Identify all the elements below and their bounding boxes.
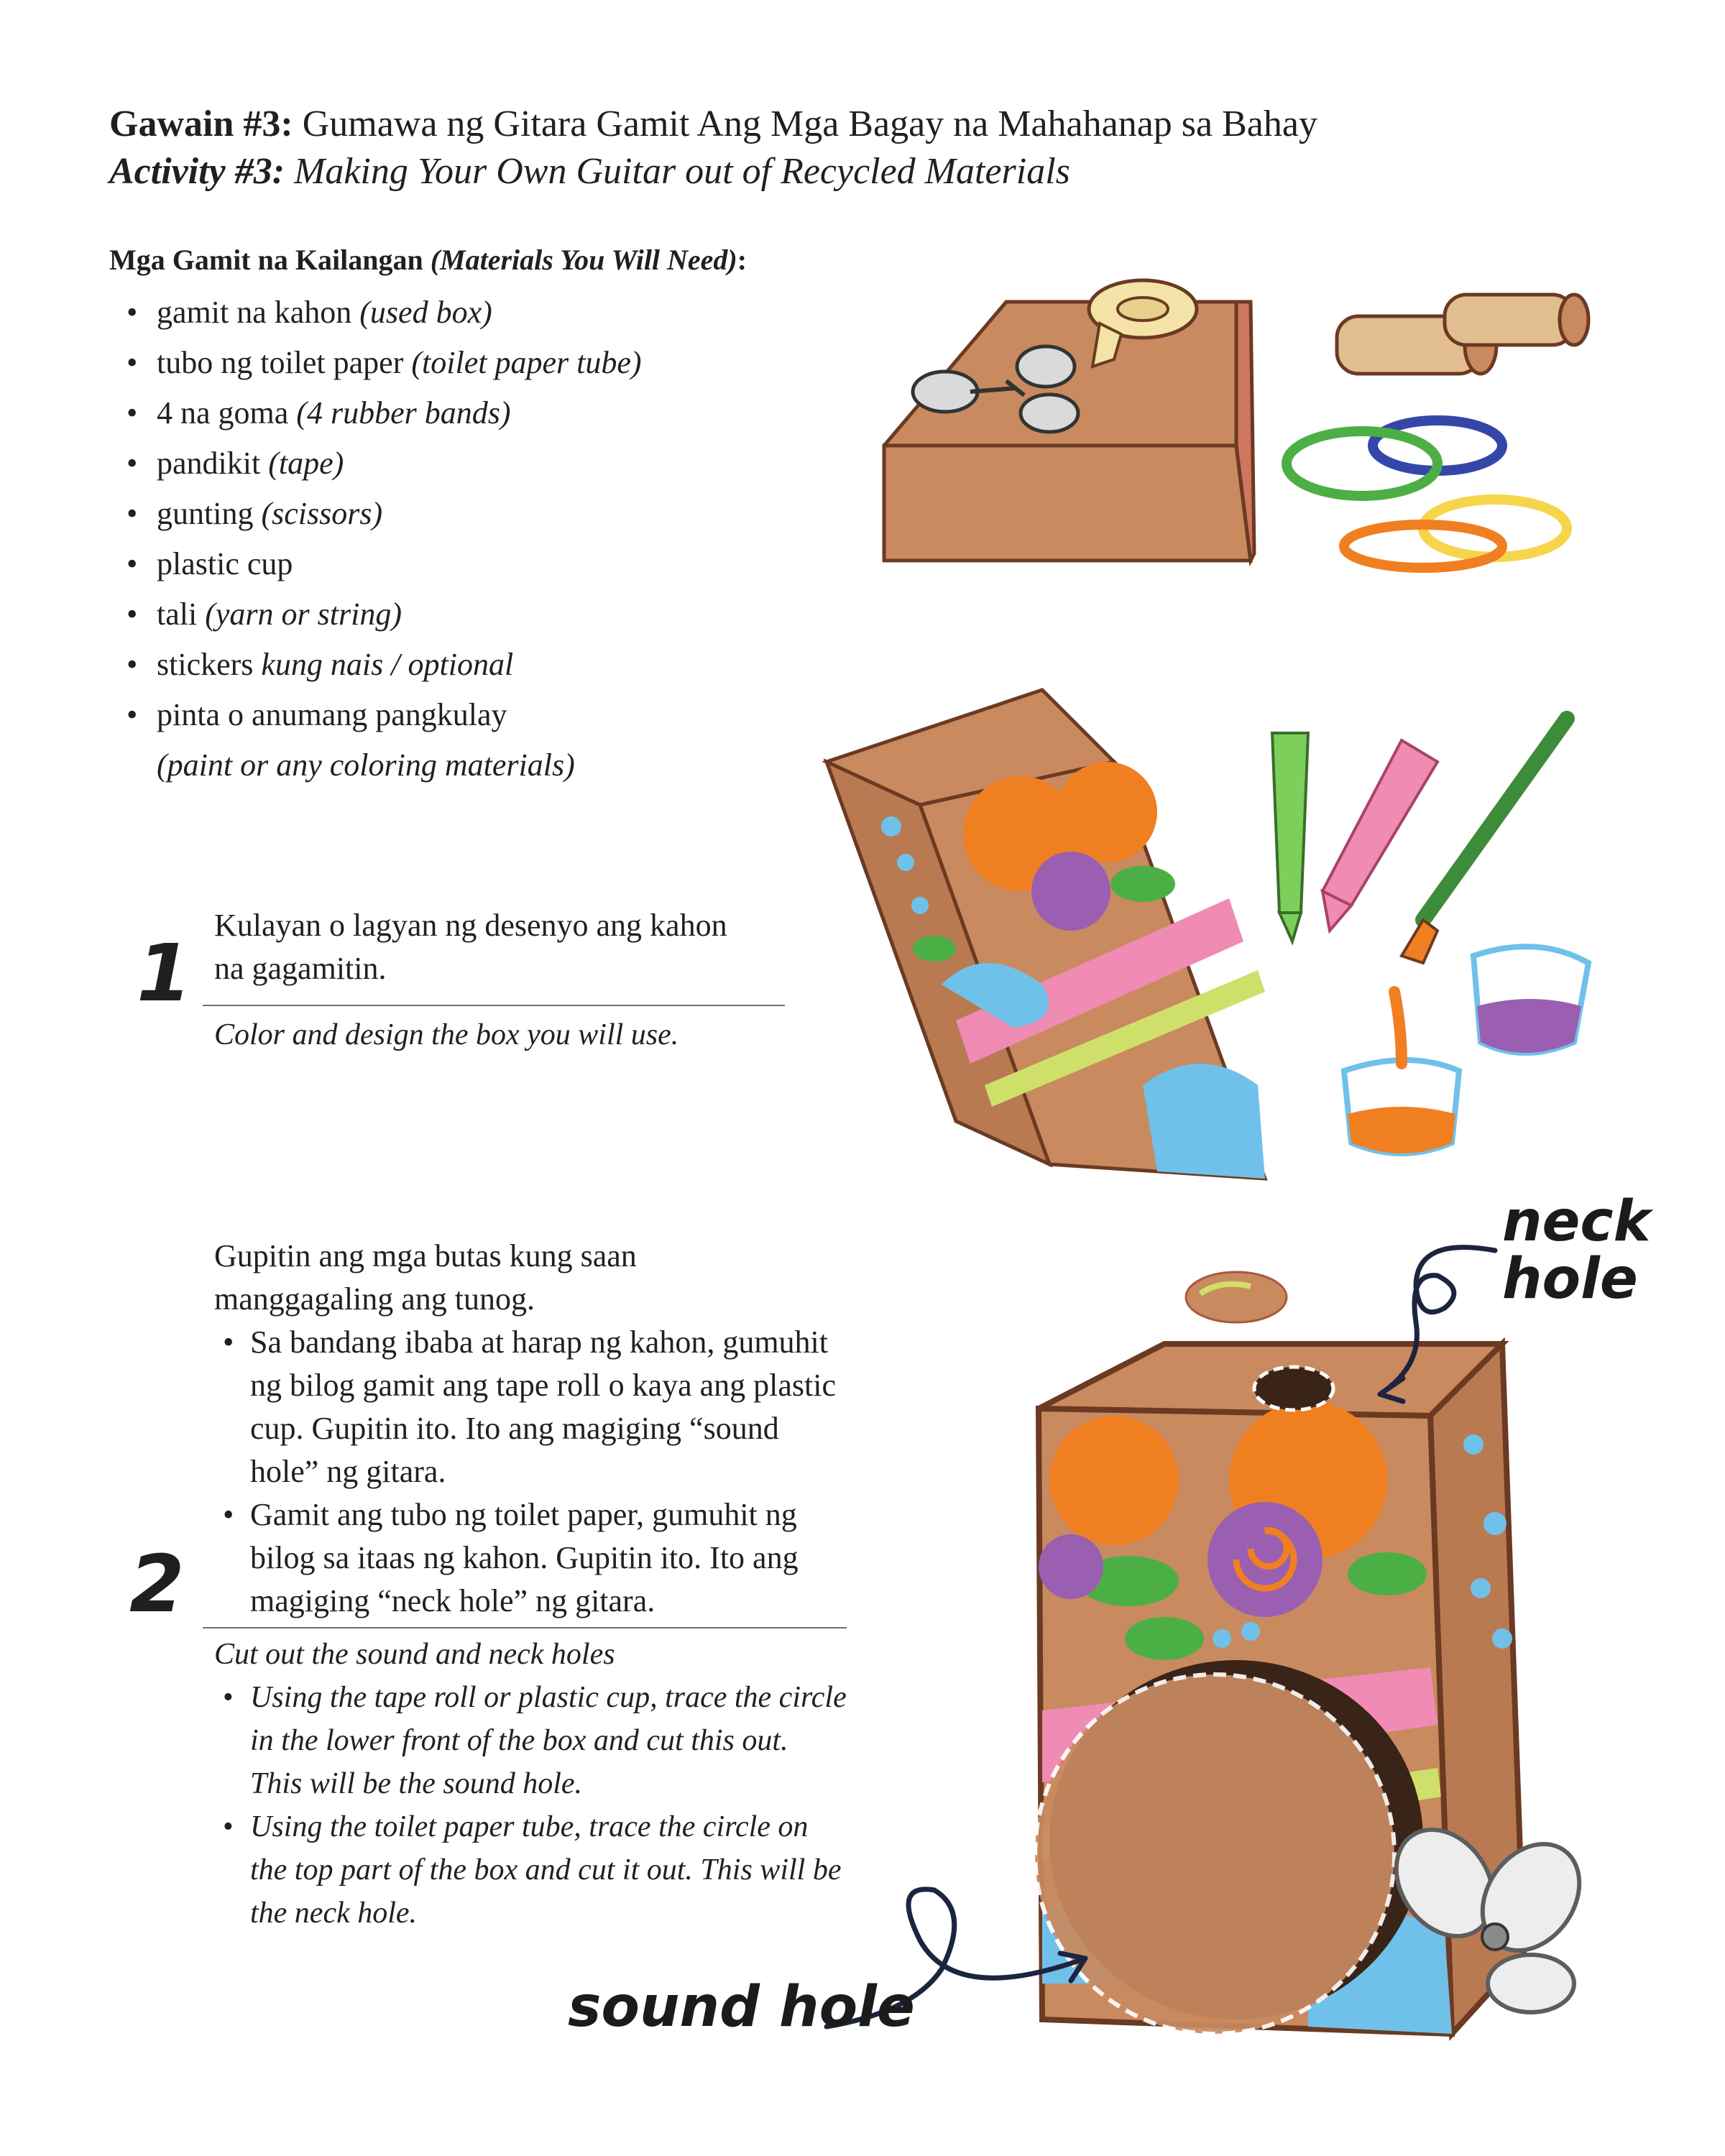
decorated-box-illustration	[827, 683, 1646, 1200]
sound-hole-label: sound hole	[568, 1975, 915, 2040]
list-item: • tali (yarn or string)	[122, 589, 841, 640]
step2-bullet-english: • Using the tape roll or plastic cup, trace the circle in the lower front of the box and cut this out. This will be the sound hole.	[214, 1676, 847, 1805]
neck-hole-label-line2: hole	[1502, 1247, 1638, 1312]
rubber-bands-icon	[1287, 420, 1567, 568]
step2-intro-english: Cut out the sound and neck holes	[214, 1638, 615, 1671]
step2-english-block	[214, 1633, 847, 1935]
activity-text-tagalog: Gumawa ng Gitara Gamit Ang Mga Bagay na Mahahanap sa Bahay	[302, 103, 1317, 144]
list-item: • stickers kung nais / optional	[122, 640, 841, 690]
activity-title-tagalog	[109, 101, 1317, 148]
cutout-disc-icon	[1186, 1272, 1287, 1322]
paint-jar-orange-icon	[1344, 992, 1459, 1153]
step1-text-english: Color and design the box you will use.	[214, 1018, 679, 1051]
materials-heading	[109, 243, 747, 277]
neck-hole-icon	[1254, 1367, 1333, 1410]
materials-illustration	[862, 273, 1639, 618]
step2-intro-tagalog: Gupitin ang mga butas kung saan manggagaling ang tunog.	[214, 1238, 637, 1317]
list-item: • 4 na goma (4 rubber bands)	[122, 388, 841, 438]
list-item: • gamit na kahon (used box)	[122, 287, 841, 338]
step-number-2: 2	[129, 1538, 185, 1630]
list-item: • tubo ng toilet paper (toilet paper tube)	[122, 338, 841, 388]
decorated-box-icon	[827, 690, 1265, 1179]
activity-title-english	[109, 148, 1070, 195]
step2-tagalog-block	[214, 1235, 847, 1623]
step2-bullet-tagalog: • Sa bandang ibaba at harap ng kahon, gumuhit ng bilog gamit ang tape roll o kaya ang plastic cup. Gupitin ito. Ito ang magiging “sound hole” ng gitara.	[214, 1321, 847, 1493]
step-number-1: 1	[137, 927, 192, 1019]
crayon-green-icon	[1272, 733, 1308, 941]
activity-label-tagalog: Gawain #3:	[109, 103, 293, 144]
crayon-pink-icon	[1322, 740, 1438, 931]
cardboard-box-icon	[884, 302, 1254, 561]
step1-divider	[203, 1005, 785, 1006]
step1-text-tagalog: Kulayan o lagyan ng desenyo ang kahon na gagamitin.	[214, 908, 727, 986]
materials-heading-tagalog: Mga Gamit na Kailangan	[109, 244, 423, 276]
list-item: • pandikit (tape)	[122, 438, 841, 489]
materials-list	[122, 287, 841, 791]
activity-label-english: Activity #3:	[109, 151, 285, 192]
materials-heading-colon: :	[737, 244, 748, 276]
step2-bullet-english: • Using the toilet paper tube, trace the circle on the top part of the box and cut it out. This will be the neck hole.	[214, 1805, 847, 1935]
toilet-paper-tube-icon	[1337, 295, 1588, 374]
list-item: • gunting (scissors)	[122, 489, 841, 539]
list-item: • pinta o anumang pangkulay (paint or any coloring materials)	[122, 690, 841, 791]
step2-divider	[203, 1627, 847, 1628]
paint-jar-purple-icon	[1473, 946, 1588, 1053]
activity-text-english: Making Your Own Guitar out of Recycled Materials	[294, 151, 1070, 192]
neck-hole-label-line1: neck	[1502, 1189, 1651, 1254]
step2-bullet-tagalog: • Gamit ang tubo ng toilet paper, gumuhit ng bilog sa itaas ng kahon. Gupitin ito. Ito ang magiging “neck hole” ng gitara.	[214, 1493, 847, 1623]
neck-hole-label	[1502, 1189, 1651, 1312]
materials-heading-english: (Materials You Will Need)	[430, 244, 737, 276]
list-item: • plastic cup	[122, 539, 841, 589]
